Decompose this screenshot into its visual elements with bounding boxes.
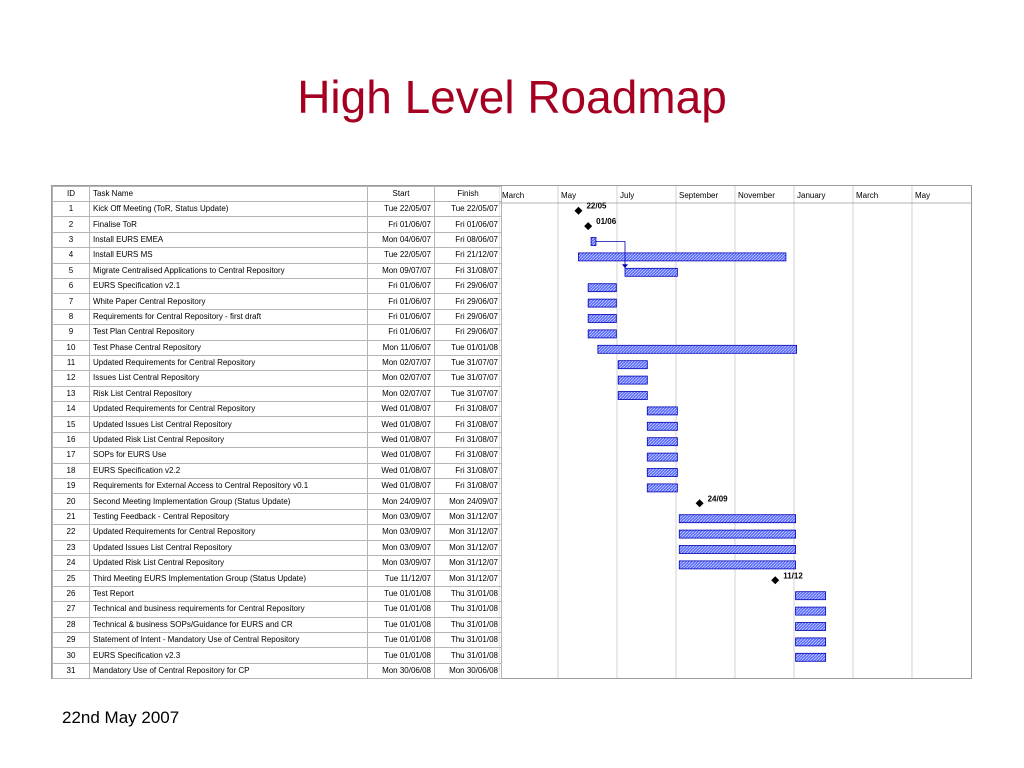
task-start: Tue 01/01/08 (368, 602, 435, 617)
task-finish: Tue 31/07/07 (435, 355, 502, 370)
task-id: 26 (53, 586, 90, 601)
task-finish: Mon 24/09/07 (435, 494, 502, 509)
task-start: Fri 01/06/07 (368, 309, 435, 324)
task-row (53, 248, 502, 263)
task-id: 16 (53, 432, 90, 447)
task-bar (598, 345, 797, 353)
task-id: 9 (53, 325, 90, 340)
task-id: 12 (53, 371, 90, 386)
task-bar (591, 238, 596, 246)
task-bar (625, 268, 677, 276)
task-bar (647, 453, 677, 461)
task-finish: Tue 22/05/07 (435, 202, 502, 217)
task-start: Mon 02/07/07 (368, 386, 435, 401)
task-finish: Fri 31/08/07 (435, 402, 502, 417)
task-name: Updated Issues List Central Repository (90, 417, 368, 432)
task-id: 24 (53, 555, 90, 570)
milestone-label: 01/06 (596, 217, 617, 227)
task-row (53, 371, 502, 386)
task-name: Second Meeting Implementation Group (Status Update) (90, 494, 368, 509)
task-id: 10 (53, 340, 90, 355)
task-finish: Fri 29/06/07 (435, 325, 502, 340)
task-finish: Fri 31/08/07 (435, 432, 502, 447)
task-start: Tue 11/12/07 (368, 571, 435, 586)
task-start: Wed 01/08/07 (368, 417, 435, 432)
task-row (53, 463, 502, 478)
task-row (53, 448, 502, 463)
task-id: 15 (53, 417, 90, 432)
task-name: Technical and business requirements for Central Repository (90, 602, 368, 617)
task-row (53, 325, 502, 340)
task-start: Fri 01/06/07 (368, 217, 435, 232)
milestone-label: 22/05 (586, 201, 607, 211)
task-start: Mon 24/09/07 (368, 494, 435, 509)
task-row (53, 278, 502, 293)
task-name: Third Meeting EURS Implementation Group (Status Update) (90, 571, 368, 586)
task-start: Mon 03/09/07 (368, 555, 435, 570)
task-finish: Mon 31/12/07 (435, 540, 502, 555)
month-label: November (738, 191, 775, 200)
task-rows (53, 202, 502, 679)
task-finish: Mon 30/06/08 (435, 663, 502, 678)
task-start: Tue 22/05/07 (368, 202, 435, 217)
task-start: Wed 01/08/07 (368, 448, 435, 463)
task-id: 19 (53, 479, 90, 494)
task-id: 8 (53, 309, 90, 324)
task-name: Requirements for Central Repository - first draft (90, 309, 368, 324)
task-id: 21 (53, 509, 90, 524)
task-row (53, 417, 502, 432)
task-id: 3 (53, 232, 90, 247)
task-start: Mon 11/06/07 (368, 340, 435, 355)
task-row (53, 525, 502, 540)
task-name: Migrate Centralised Applications to Central Repository (90, 263, 368, 278)
task-start: Fri 01/06/07 (368, 278, 435, 293)
task-start: Mon 02/07/07 (368, 371, 435, 386)
task-row (53, 202, 502, 217)
start-column-header: Start (368, 187, 435, 202)
task-id: 6 (53, 278, 90, 293)
task-id: 17 (53, 448, 90, 463)
month-label: January (797, 191, 826, 200)
task-bar (588, 315, 616, 323)
month-label: May (915, 191, 931, 200)
task-bar (796, 592, 826, 600)
task-bar (647, 438, 677, 446)
timeline-chart (499, 186, 971, 678)
milestone-diamond (696, 499, 704, 507)
task-name: Kick Off Meeting (ToR, Status Update) (90, 202, 368, 217)
id-column-header: ID (53, 187, 90, 202)
task-finish: Mon 31/12/07 (435, 509, 502, 524)
task-finish: Fri 31/08/07 (435, 263, 502, 278)
task-name: Mandatory Use of Central Repository for CP (90, 663, 368, 678)
task-row (53, 571, 502, 586)
month-label: March (856, 191, 879, 200)
task-start: Wed 01/08/07 (368, 402, 435, 417)
task-row (53, 632, 502, 647)
task-start: Mon 03/09/07 (368, 509, 435, 524)
task-name: Test Phase Central Repository (90, 340, 368, 355)
month-label: March (502, 191, 525, 200)
task-name: White Paper Central Repository (90, 294, 368, 309)
task-finish: Tue 31/07/07 (435, 371, 502, 386)
task-start: Wed 01/08/07 (368, 479, 435, 494)
task-finish: Fri 31/08/07 (435, 479, 502, 494)
task-name: Test Report (90, 586, 368, 601)
task-id: 2 (53, 217, 90, 232)
task-name: Risk List Central Repository (90, 386, 368, 401)
dependency-arrowhead (622, 264, 628, 268)
task-row (53, 509, 502, 524)
task-start: Wed 01/08/07 (368, 432, 435, 447)
task-finish: Tue 01/01/08 (435, 340, 502, 355)
task-start: Mon 04/06/07 (368, 232, 435, 247)
task-name: EURS Specification v2.2 (90, 463, 368, 478)
milestone-label: 24/09 (707, 494, 728, 504)
task-finish: Mon 31/12/07 (435, 555, 502, 570)
task-name: Updated Risk List Central Repository (90, 432, 368, 447)
footer-date: 22nd May 2007 (62, 708, 180, 727)
task-row (53, 309, 502, 324)
task-start: Fri 01/06/07 (368, 325, 435, 340)
task-start: Tue 01/01/08 (368, 617, 435, 632)
task-id: 31 (53, 663, 90, 678)
task-row (53, 355, 502, 370)
task-start: Fri 01/06/07 (368, 294, 435, 309)
task-start: Mon 03/09/07 (368, 525, 435, 540)
gantt-chart (51, 185, 972, 679)
task-table (52, 186, 502, 679)
task-bar (647, 422, 677, 430)
month-label: September (679, 191, 719, 200)
task-finish: Thu 31/01/08 (435, 602, 502, 617)
task-bar (618, 361, 647, 369)
task-finish: Mon 31/12/07 (435, 571, 502, 586)
task-finish: Thu 31/01/08 (435, 617, 502, 632)
task-row (53, 402, 502, 417)
task-start: Tue 01/01/08 (368, 586, 435, 601)
finish-column-header: Finish (435, 187, 502, 202)
task-finish: Fri 31/08/07 (435, 417, 502, 432)
task-name-column-header: Task Name (90, 187, 368, 202)
task-id: 20 (53, 494, 90, 509)
task-bar (679, 546, 795, 554)
task-row (53, 663, 502, 678)
task-bar (796, 638, 826, 646)
task-name: Install EURS EMEA (90, 232, 368, 247)
task-bar (647, 407, 677, 415)
task-finish: Fri 29/06/07 (435, 294, 502, 309)
task-bar (588, 284, 616, 292)
task-name: Finalise ToR (90, 217, 368, 232)
task-bar (578, 253, 785, 261)
task-start: Mon 03/09/07 (368, 540, 435, 555)
task-id: 18 (53, 463, 90, 478)
task-start: Mon 30/06/08 (368, 663, 435, 678)
task-bar (618, 376, 647, 384)
task-id: 7 (53, 294, 90, 309)
task-id: 11 (53, 355, 90, 370)
task-finish: Fri 31/08/07 (435, 463, 502, 478)
task-id: 13 (53, 386, 90, 401)
task-finish: Tue 31/07/07 (435, 386, 502, 401)
task-name: EURS Specification v2.1 (90, 278, 368, 293)
task-bar (796, 653, 826, 661)
task-name: Updated Risk List Central Repository (90, 555, 368, 570)
task-name: SOPs for EURS Use (90, 448, 368, 463)
task-finish: Fri 21/12/07 (435, 248, 502, 263)
task-name: Updated Requirements for Central Repository (90, 402, 368, 417)
task-name: Install EURS MS (90, 248, 368, 263)
task-bar (588, 330, 616, 338)
task-row (53, 602, 502, 617)
task-name: Updated Issues List Central Repository (90, 540, 368, 555)
task-start: Tue 22/05/07 (368, 248, 435, 263)
task-finish: Fri 31/08/07 (435, 448, 502, 463)
task-row (53, 386, 502, 401)
milestone-diamond (771, 576, 779, 584)
task-name: Issues List Central Repository (90, 371, 368, 386)
task-row (53, 217, 502, 232)
task-name: Technical & business SOPs/Guidance for EURS and CR (90, 617, 368, 632)
task-id: 4 (53, 248, 90, 263)
task-id: 23 (53, 540, 90, 555)
task-finish: Fri 01/06/07 (435, 217, 502, 232)
task-name: Updated Requirements for Central Repository (90, 525, 368, 540)
task-finish: Mon 31/12/07 (435, 525, 502, 540)
task-bar (796, 607, 826, 615)
month-label: July (620, 191, 635, 200)
month-label: May (561, 191, 577, 200)
task-finish: Thu 31/01/08 (435, 632, 502, 647)
task-table-header (53, 187, 502, 202)
task-bar (647, 469, 677, 477)
task-finish: Fri 29/06/07 (435, 278, 502, 293)
task-row (53, 479, 502, 494)
task-row (53, 555, 502, 570)
milestone-label: 11/12 (783, 571, 803, 581)
task-row (53, 586, 502, 601)
task-start: Mon 09/07/07 (368, 263, 435, 278)
task-row (53, 432, 502, 447)
task-row (53, 263, 502, 278)
task-bar (679, 561, 795, 569)
task-row (53, 232, 502, 247)
task-name: Test Plan Central Repository (90, 325, 368, 340)
task-id: 29 (53, 632, 90, 647)
task-row (53, 494, 502, 509)
task-finish: Fri 08/06/07 (435, 232, 502, 247)
milestone-diamond (574, 207, 582, 215)
task-start: Mon 02/07/07 (368, 355, 435, 370)
task-id: 30 (53, 648, 90, 663)
task-id: 28 (53, 617, 90, 632)
task-bar (679, 515, 795, 523)
task-name: Statement of Intent - Mandatory Use of Central Repository (90, 632, 368, 647)
task-finish: Thu 31/01/08 (435, 648, 502, 663)
milestone-diamond (584, 222, 592, 230)
task-bar (588, 299, 616, 307)
task-id: 25 (53, 571, 90, 586)
task-row (53, 340, 502, 355)
task-start: Wed 01/08/07 (368, 463, 435, 478)
task-finish: Thu 31/01/08 (435, 586, 502, 601)
task-name: EURS Specification v2.3 (90, 648, 368, 663)
task-bar (647, 484, 677, 492)
task-bar (796, 623, 826, 631)
task-id: 5 (53, 263, 90, 278)
task-start: Tue 01/01/08 (368, 648, 435, 663)
task-finish: Fri 29/06/07 (435, 309, 502, 324)
task-bar (618, 392, 647, 400)
task-start: Tue 01/01/08 (368, 632, 435, 647)
task-row (53, 540, 502, 555)
task-name: Updated Requirements for Central Repository (90, 355, 368, 370)
slide-title: High Level Roadmap (297, 71, 727, 123)
task-name: Testing Feedback - Central Repository (90, 509, 368, 524)
task-id: 22 (53, 525, 90, 540)
task-row (53, 617, 502, 632)
task-name: Requirements for External Access to Central Repository v0.1 (90, 479, 368, 494)
task-bar (679, 530, 795, 538)
task-row (53, 294, 502, 309)
task-id: 1 (53, 202, 90, 217)
task-row (53, 648, 502, 663)
task-id: 27 (53, 602, 90, 617)
task-id: 14 (53, 402, 90, 417)
